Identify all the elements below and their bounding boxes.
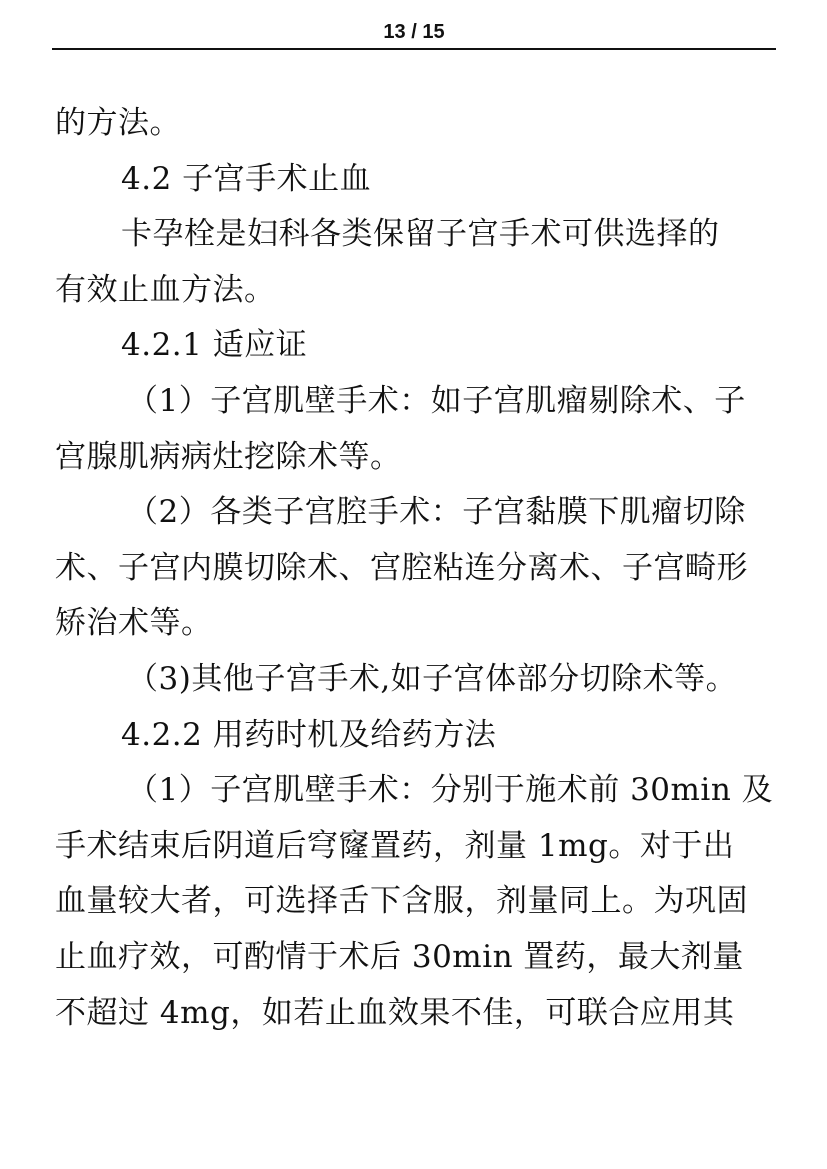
list-item-line: 手术结束后阴道后穹窿置药，剂量 1mg。对于出 xyxy=(55,827,735,864)
list-item-line: 血量较大者，可选择舌下含服，剂量同上。为巩固 xyxy=(55,883,748,920)
list-item-line: （1）子宫肌壁手术：如子宫肌瘤剔除术、子 xyxy=(127,382,746,419)
list-item-line: （2）各类子宫腔手术：子宫黏膜下肌瘤切除 xyxy=(127,494,746,531)
subsection-heading: 4.2.2 用药时机及给药方法 xyxy=(121,716,497,753)
list-item-line: 矫治术等。 xyxy=(55,605,213,642)
paragraph-line: 卡孕栓是妇科各类保留子宫手术可供选择的 xyxy=(121,216,720,253)
subsection-heading: 4.2.1 适应证 xyxy=(121,327,308,364)
text-line: 的方法。 xyxy=(55,105,181,141)
page-number: 13 / 15 xyxy=(383,21,445,43)
list-item-line: （3)其他子宫手术,如子宫体部分切除术等。 xyxy=(127,660,738,697)
list-item-line: 止血疗效，可酌情于术后 30min 置药，最大剂量 xyxy=(55,938,744,975)
list-item-line: （1）子宫肌壁手术：分别于施术前 30min 及 xyxy=(127,772,773,809)
list-item-line: 不超过 4mg，如若止血效果不佳，可联合应用其 xyxy=(55,994,735,1031)
list-item-line: 术、子宫内膜切除术、宫腔粘连分离术、子宫畸形 xyxy=(55,549,748,586)
list-item-line: 宫腺肌病病灶挖除术等。 xyxy=(55,438,402,475)
document-body xyxy=(55,96,773,1041)
page-header xyxy=(52,18,776,50)
paragraph-line: 有效止血方法。 xyxy=(55,271,276,308)
section-heading: 4.2 子宫手术止血 xyxy=(121,160,372,197)
